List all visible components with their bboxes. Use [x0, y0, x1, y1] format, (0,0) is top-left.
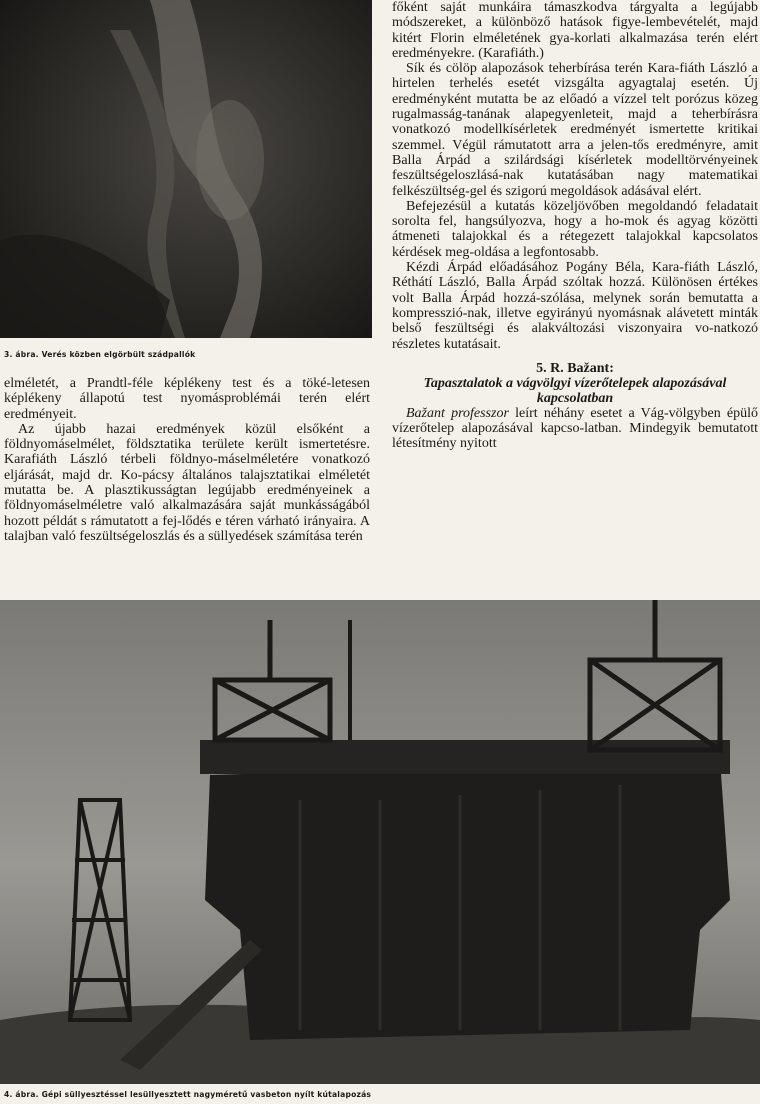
paragraph-text: leírt néhány esetet a Vág-völgyben épülő vízerőtelep alapozásával kapcso-latban. Mindegyik bemutatott létesítmény nyitott — [392, 405, 759, 452]
section-number: 5. R. Bažant: — [536, 360, 614, 376]
right-column — [392, 0, 758, 452]
paragraph — [392, 406, 758, 452]
left-column — [4, 376, 370, 544]
paragraph: főként saját munkáira támaszkodva tárgyalta a legújabb módszereket, a különböző hatások figye-lembevételét, majd kitért Florin elméletének gya-korlati alkalmazása terén elért eredményekre. (Karafiáth.) — [392, 0, 758, 61]
paragraph: Az újabb hazai eredmények közül elsőként a földnyomáselmélet, földsztatika területe került ismertetésre. Karafiáth László térbeli földnyo-máselméletére vonatkozó eljárását, majd dr. Ko-pácsy általános talajsztatikai elméletét mutatta be. A plasztikusságtan legújabb eredményeinek a földnyomáselméletre való alkalmazására saját munkásságából hozott példát s rámutatott a fej-lődés e téren várható irányaira. A talajban való feszültségeloszlás és a süllyedések számítása terén — [4, 421, 370, 544]
speaker-name: Bažant professzor — [406, 405, 509, 421]
figure-3-photo — [0, 0, 372, 338]
section-heading: Tapasztalatok a vágvölgyi vízerőtelepek alapozásával kapcsolatban — [423, 375, 727, 406]
figure-3-caption: 3. ábra. Verés közben elgörbült szádpallók — [4, 350, 196, 359]
paragraph: Sík és cölöp alapozások teherbírása terén Kara-fiáth László a hirtelen terhelés esetét vizsgálta agyagtalaj esetén. Új eredményként mutatta be az előadó a vízzel telt porózus közeg rugalmasság-tanának alapegyenleteit, majd a teherbírásra vonatkozó modellkísérletek eredményét ismertette kritikai szemmel. Végül rámutatott arra a jelen-tős eredményre, amit Balla Árpád a szilárdsági kísérletek modelltörvényeinek feszültségeloszlásá-nak kutatásában nagy matematikai felkészültség-gel és szigorú megoldások adásával elért. — [392, 61, 758, 199]
figure-4-photo — [0, 600, 760, 1084]
paragraph: elméletét, a Prandtl-féle képlékeny test és a töké-letesen képlékeny állapotú test nyomásproblémái terén elért eredményeit. — [4, 376, 370, 422]
paragraph: Befejezésül a kutatás közeljövőben megoldandó feladatait sorolta fel, hangsúlyozva, hogy a ho-mok és agyag közötti átmeneti talajokkal és a rétegezett talajokkal kapcsolatos kérdések meg-oldása a legfontosabb. — [392, 198, 758, 260]
paragraph: Kézdi Árpád előadásához Pogány Béla, Kara-fiáth László, Réthátí László, Balla Árpád szóltak hozzá. Különösen értékes volt Balla Árpád hozzá-szólása, melynek során bemutatta a kompresszió-nak, illetve egyirányú nyomásnak alávetett minták belső feszültségi és alakváltozási viszonyaira vo-natkozó részletes kutatásait. — [392, 260, 758, 352]
figure-4-caption: 4. ábra. Gépi süllyesztéssel lesüllyesztett nagyméretű vasbeton nyílt kútalapozás — [4, 1090, 372, 1099]
section-title — [392, 361, 758, 406]
